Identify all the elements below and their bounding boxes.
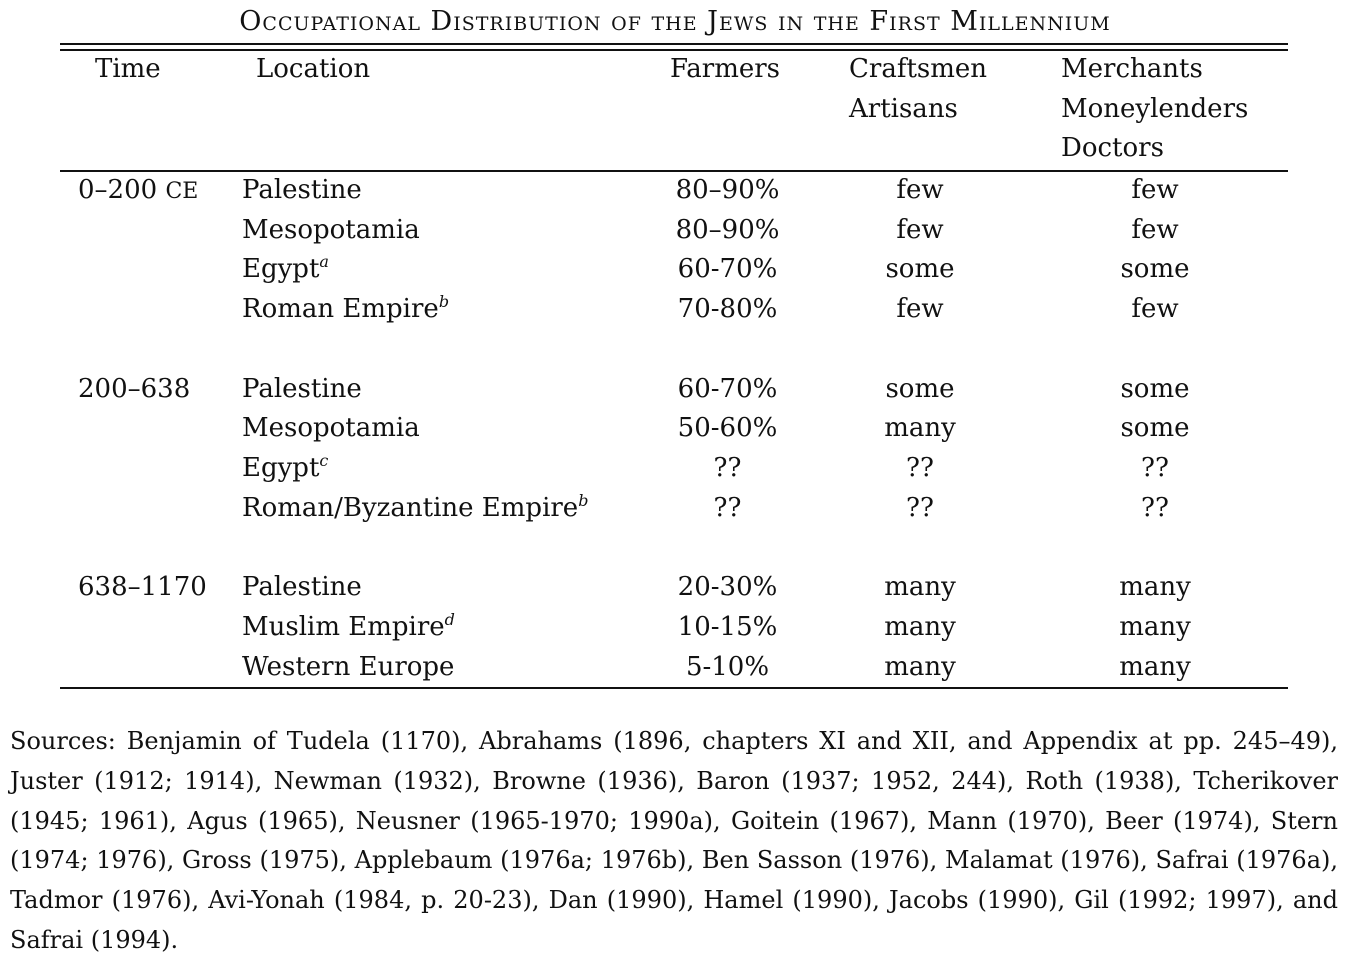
location-name: Egypt xyxy=(242,453,320,483)
header-craftsmen-line2: Artisans xyxy=(849,93,958,124)
row-merchants: few xyxy=(1131,175,1179,205)
location-name: Roman/Byzantine Empire xyxy=(242,493,579,523)
row-farmers: 60-70% xyxy=(677,374,778,404)
row-farmers: 50-60% xyxy=(677,413,778,443)
period-time-range: 638–1170 xyxy=(78,572,207,602)
header-rule xyxy=(60,170,1288,172)
row-craftsmen: ?? xyxy=(906,493,934,523)
location-name: Western Europe xyxy=(242,652,455,682)
header-merchants-line2: Moneylenders xyxy=(1061,93,1249,124)
header-farmers: Farmers xyxy=(670,54,781,84)
top-rule xyxy=(60,43,1288,45)
row-farmers: ?? xyxy=(713,493,742,523)
table-title: Occupational Distribution of the Jews in the First Millennium xyxy=(239,6,1111,37)
row-farmers: 80–90% xyxy=(675,175,780,205)
row-merchants: some xyxy=(1120,254,1190,284)
row-merchants: some xyxy=(1120,374,1190,404)
row-merchants: some xyxy=(1120,413,1190,443)
row-farmers: ?? xyxy=(713,453,742,483)
footnote-marker: c xyxy=(319,451,329,470)
header-location: Location xyxy=(256,54,371,84)
row-location xyxy=(242,373,362,405)
row-craftsmen: few xyxy=(896,294,944,324)
row-location xyxy=(242,492,588,524)
row-farmers: 70-80% xyxy=(677,294,778,324)
location-name: Mesopotamia xyxy=(242,215,420,245)
period-time-range: 200–638 xyxy=(78,374,191,404)
row-location xyxy=(242,293,449,325)
header-craftsmen-line1: Craftsmen xyxy=(849,54,988,84)
row-merchants: ?? xyxy=(1141,493,1169,523)
row-craftsmen: some xyxy=(885,254,955,284)
period-time-era: CE xyxy=(165,179,199,204)
row-location xyxy=(242,174,362,206)
row-location xyxy=(242,651,454,683)
row-location xyxy=(242,452,328,484)
header-merchants xyxy=(1061,50,1248,169)
location-name: Roman Empire xyxy=(242,294,439,324)
row-craftsmen: many xyxy=(884,413,956,443)
header-time: Time xyxy=(95,54,161,84)
location-name: Palestine xyxy=(242,572,362,602)
period-time xyxy=(78,571,207,603)
row-merchants: many xyxy=(1119,652,1191,682)
header-merchants-line3: Doctors xyxy=(1061,133,1164,163)
row-location xyxy=(242,611,455,643)
footnote-marker: b xyxy=(578,491,589,510)
row-location xyxy=(242,571,362,603)
row-craftsmen: many xyxy=(884,612,956,642)
row-location xyxy=(242,214,420,246)
row-farmers: 60-70% xyxy=(677,254,778,284)
footnote-marker: d xyxy=(444,610,455,629)
row-merchants: many xyxy=(1119,612,1191,642)
row-farmers: 20-30% xyxy=(677,572,778,602)
bottom-rule xyxy=(60,687,1288,689)
sources-note: Sources: Benjamin of Tudela (1170), Abrahams (1896, chapters XI and XII, and Appendix at pp. 245–49), Juster (1912; 1914), Newman (1932), Browne (1936), Baron (1937; 1952, 244), Roth (1938), Tcherikover (1945; 1961), Agus (1965), Neusner (1965-1970; 1990a), Goitein (1967), Mann (1970), Beer (1974), Stern (1974; 1976), Gross (1975), Applebaum (1976a; 1976b), Ben Sasson (1976), Malamat (1976), Safrai (1976a), Tadmor (1976), Avi-Yonah (1984, p. 20-23), Dan (1990), Hamel (1990), Jacobs (1990), Gil (1992; 1997), and Safrai (1994). xyxy=(10,727,1338,954)
location-name: Egypt xyxy=(242,254,320,284)
header-merchants-line1: Merchants xyxy=(1061,54,1203,84)
row-craftsmen: ?? xyxy=(906,453,934,483)
location-name: Palestine xyxy=(242,374,362,404)
location-name: Palestine xyxy=(242,175,362,205)
row-merchants: ?? xyxy=(1141,453,1169,483)
row-craftsmen: few xyxy=(896,215,944,245)
location-name: Muslim Empire xyxy=(242,612,445,642)
row-craftsmen: few xyxy=(896,175,944,205)
location-name: Mesopotamia xyxy=(242,413,420,443)
header-craftsmen xyxy=(849,50,987,129)
row-farmers: 5-10% xyxy=(685,652,770,682)
footnote-marker: a xyxy=(319,252,329,271)
row-merchants: few xyxy=(1131,294,1179,324)
row-craftsmen: many xyxy=(884,572,956,602)
footnote-marker: b xyxy=(438,292,450,311)
period-time xyxy=(78,373,190,405)
row-merchants: many xyxy=(1119,572,1191,602)
row-location xyxy=(242,253,329,285)
period-time-range: 0–200 xyxy=(78,175,158,205)
row-farmers: 10-15% xyxy=(677,612,778,642)
row-farmers: 80–90% xyxy=(675,215,780,245)
row-craftsmen: some xyxy=(885,374,955,404)
row-craftsmen: many xyxy=(884,652,956,682)
period-time xyxy=(78,174,198,208)
row-location xyxy=(242,412,420,444)
row-merchants: few xyxy=(1131,215,1179,245)
